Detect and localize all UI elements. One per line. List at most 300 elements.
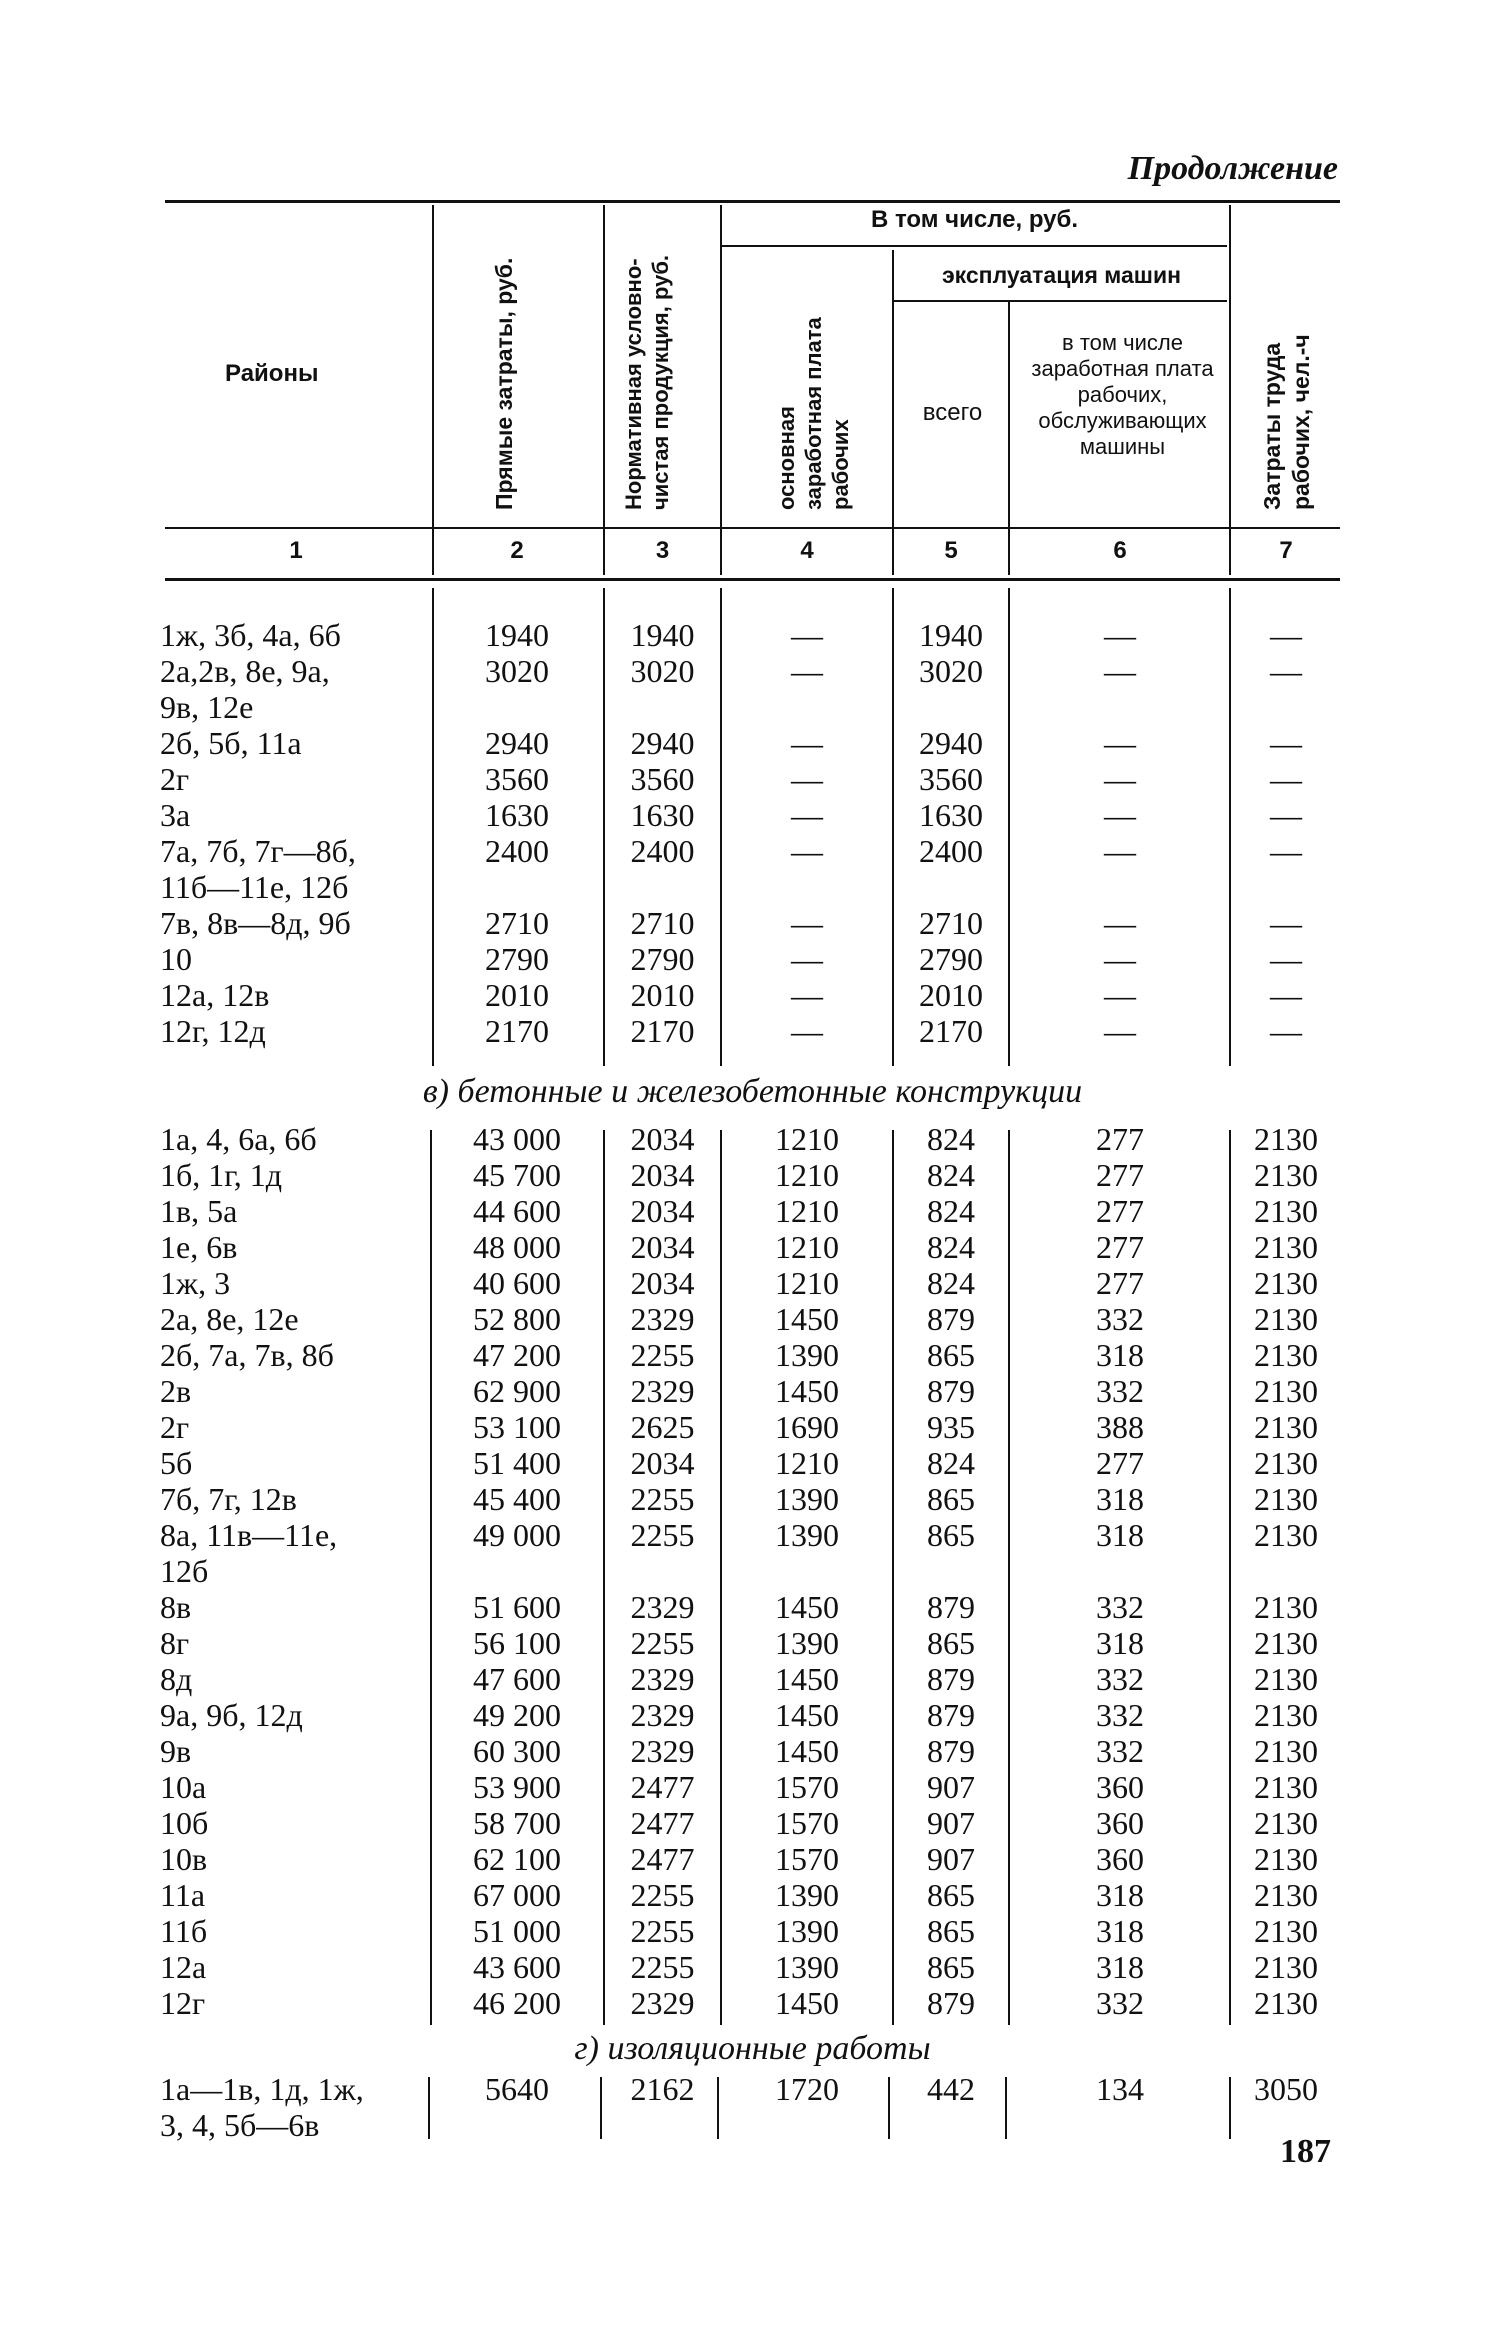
district-cell: 12г: [160, 1985, 206, 2021]
base-wage-cell: —: [791, 1013, 823, 1049]
header-col3: Нормативная условно-чистая продукция, руб.: [621, 254, 673, 510]
machine-operator-wage-cell: 318: [1096, 1877, 1144, 1913]
labor-hours-cell: 2130: [1254, 1589, 1318, 1625]
labor-hours-cell: 2130: [1254, 1517, 1318, 1553]
machines-total-cell: 824: [927, 1445, 975, 1481]
labor-hours-cell: 2130: [1254, 1733, 1318, 1769]
net-product-cell: 2625: [630, 1409, 695, 1445]
net-product-cell: 2034: [630, 1229, 695, 1265]
labor-hours-cell: —: [1270, 653, 1302, 689]
table-row: [0, 761, 1486, 797]
net-product-cell: 1630: [630, 797, 695, 833]
labor-hours-cell: —: [1270, 941, 1302, 977]
section-title: в) бетонные и железобетонные конструкции: [422, 1073, 1083, 1110]
base-wage-cell: 1210: [775, 1121, 839, 1157]
direct-costs-cell: 47 200: [473, 1337, 561, 1373]
machines-total-cell: 442: [927, 2071, 975, 2107]
direct-costs-cell: 2400: [485, 833, 549, 869]
machines-total-cell: 865: [927, 1877, 975, 1913]
net-product-cell: 1940: [630, 617, 695, 653]
header-bottom-rule: [165, 527, 1340, 529]
base-wage-cell: —: [791, 905, 823, 941]
column-divider: [720, 205, 722, 575]
base-wage-cell: 1210: [775, 1265, 839, 1301]
district-cell: 7б, 7г, 12в: [160, 1481, 297, 1517]
machines-total-cell: 2790: [919, 941, 983, 977]
machines-total-cell: 907: [927, 1805, 975, 1841]
machines-total-cell: 824: [927, 1229, 975, 1265]
labor-hours-cell: 2130: [1254, 1841, 1318, 1877]
net-product-cell: 2329: [630, 1733, 695, 1769]
table-row: [0, 1229, 1486, 1265]
labor-hours-cell: —: [1270, 725, 1302, 761]
direct-costs-cell: 2940: [485, 725, 549, 761]
district-cell: 11б: [160, 1913, 208, 1949]
column-divider: [1229, 205, 1231, 575]
net-product-cell: 2329: [630, 1373, 695, 1409]
district-cell: 7а, 7б, 7г—8б,: [160, 833, 356, 869]
district-cell: 1в, 5а: [160, 1193, 238, 1229]
machines-total-cell: 879: [927, 1733, 975, 1769]
district-cell: 11б—11е, 12б: [160, 869, 349, 905]
table-row: [0, 1625, 1486, 1661]
machines-total-cell: 879: [927, 1697, 975, 1733]
base-wage-cell: 1210: [775, 1445, 839, 1481]
direct-costs-cell: 2010: [485, 977, 549, 1013]
header-col2: Прямые затраты, руб.: [491, 257, 517, 510]
district-cell: 12б: [160, 1553, 209, 1589]
base-wage-cell: 1390: [775, 1337, 839, 1373]
labor-hours-cell: 2130: [1254, 1229, 1318, 1265]
top-rule: [165, 200, 1340, 203]
direct-costs-cell: 1630: [485, 797, 549, 833]
machine-operator-wage-cell: 332: [1096, 1985, 1144, 2021]
machines-total-cell: 879: [927, 1589, 975, 1625]
base-wage-cell: 1390: [775, 1913, 839, 1949]
machine-operator-wage-cell: —: [1104, 977, 1136, 1013]
base-wage-cell: 1570: [775, 1841, 839, 1877]
machines-total-cell: 907: [927, 1841, 975, 1877]
table-row: [0, 1265, 1486, 1301]
labor-hours-cell: —: [1270, 761, 1302, 797]
machine-operator-wage-cell: —: [1104, 617, 1136, 653]
header-col5: всего: [922, 399, 983, 426]
labor-hours-cell: 2130: [1254, 1805, 1318, 1841]
net-product-cell: 2255: [630, 1877, 695, 1913]
table-row: [0, 833, 1486, 869]
machines-total-cell: 824: [927, 1121, 975, 1157]
header-group: В том числе, руб.: [870, 206, 1079, 233]
direct-costs-cell: 60 300: [473, 1733, 561, 1769]
district-cell: 1е, 6в: [160, 1229, 238, 1265]
base-wage-cell: 1210: [775, 1157, 839, 1193]
district-cell: 2б, 7а, 7в, 8б: [160, 1337, 334, 1373]
table-row: [0, 653, 1486, 689]
direct-costs-cell: 62 100: [473, 1841, 561, 1877]
labor-hours-cell: 2130: [1254, 1769, 1318, 1805]
base-wage-cell: 1690: [775, 1409, 839, 1445]
labor-hours-cell: 2130: [1254, 1121, 1318, 1157]
direct-costs-cell: 51 000: [473, 1913, 561, 1949]
machine-operator-wage-cell: —: [1104, 833, 1136, 869]
machines-total-cell: 824: [927, 1193, 975, 1229]
machines-total-cell: 2940: [919, 725, 983, 761]
header-col7: Затраты труда рабочих, чел.-ч: [1259, 334, 1314, 510]
net-product-cell: 3020: [630, 653, 695, 689]
machines-total-cell: 865: [927, 1913, 975, 1949]
table-row: [0, 977, 1486, 1013]
machine-operator-wage-cell: 277: [1096, 1121, 1144, 1157]
net-product-cell: 2255: [630, 1625, 695, 1661]
subgroup-rule: [893, 300, 1227, 302]
machines-total-cell: 865: [927, 1481, 975, 1517]
table-row: [0, 941, 1486, 977]
machine-operator-wage-cell: —: [1104, 1013, 1136, 1049]
machines-total-cell: 865: [927, 1625, 975, 1661]
direct-costs-cell: 51 400: [473, 1445, 561, 1481]
base-wage-cell: 1450: [775, 1301, 839, 1337]
base-wage-cell: —: [791, 725, 823, 761]
base-wage-cell: 1570: [775, 1805, 839, 1841]
base-wage-cell: 1450: [775, 1661, 839, 1697]
district-cell: 1ж, 3: [160, 1265, 231, 1301]
net-product-cell: 2477: [630, 1805, 695, 1841]
labor-hours-cell: 2130: [1254, 1913, 1318, 1949]
district-cell: 3, 4, 5б—6в: [160, 2107, 320, 2143]
base-wage-cell: 1720: [775, 2071, 839, 2107]
net-product-cell: 2400: [630, 833, 695, 869]
net-product-cell: 2034: [630, 1121, 695, 1157]
district-cell: 10: [160, 941, 192, 977]
table-row: [0, 1733, 1486, 1769]
machines-total-cell: 824: [927, 1157, 975, 1193]
direct-costs-cell: 43 600: [473, 1949, 561, 1985]
net-product-cell: 2329: [630, 1301, 695, 1337]
net-product-cell: 2329: [630, 1589, 695, 1625]
labor-hours-cell: 2130: [1254, 1337, 1318, 1373]
machines-total-cell: 2710: [919, 905, 983, 941]
direct-costs-cell: 53 900: [473, 1769, 561, 1805]
labor-hours-cell: 2130: [1254, 1301, 1318, 1337]
net-product-cell: 2329: [630, 1697, 695, 1733]
machines-total-cell: 1940: [919, 617, 983, 653]
machine-operator-wage-cell: 318: [1096, 1337, 1144, 1373]
direct-costs-cell: 58 700: [473, 1805, 561, 1841]
district-cell: 9в: [160, 1733, 192, 1769]
col-number-5: 5: [944, 537, 958, 564]
machine-operator-wage-cell: 332: [1096, 1697, 1144, 1733]
district-cell: 2г: [160, 761, 190, 797]
table-row: [0, 725, 1486, 761]
direct-costs-cell: 3020: [485, 653, 549, 689]
labor-hours-cell: 2130: [1254, 1949, 1318, 1985]
machine-operator-wage-cell: —: [1104, 905, 1136, 941]
base-wage-cell: 1390: [775, 1949, 839, 1985]
machine-operator-wage-cell: —: [1104, 653, 1136, 689]
machines-total-cell: 1630: [919, 797, 983, 833]
machines-total-cell: 865: [927, 1337, 975, 1373]
labor-hours-cell: 2130: [1254, 1373, 1318, 1409]
labor-hours-cell: 2130: [1254, 1481, 1318, 1517]
machines-total-cell: 3020: [919, 653, 983, 689]
header-subgroup: эксплуатация машин: [941, 262, 1182, 288]
district-cell: 2а, 8е, 12е: [160, 1301, 299, 1337]
table-row: [0, 1409, 1486, 1445]
table-row: [0, 905, 1486, 941]
table-row: [0, 617, 1486, 653]
machine-operator-wage-cell: 360: [1096, 1805, 1144, 1841]
net-product-cell: 2255: [630, 1481, 695, 1517]
machines-total-cell: 3560: [919, 761, 983, 797]
base-wage-cell: 1390: [775, 1625, 839, 1661]
machine-operator-wage-cell: 332: [1096, 1661, 1144, 1697]
table-row: [0, 1841, 1486, 1877]
net-product-cell: 2255: [630, 1517, 695, 1553]
machines-total-cell: 2170: [919, 1013, 983, 1049]
direct-costs-cell: 49 000: [473, 1517, 561, 1553]
district-cell: 9а, 9б, 12д: [160, 1697, 303, 1733]
table-row: [0, 1985, 1486, 2021]
district-cell: 1а—1в, 1д, 1ж,: [160, 2071, 364, 2107]
district-cell: 1ж, 3б, 4а, 6б: [160, 617, 341, 653]
header-col1: Районы: [225, 360, 319, 387]
district-cell: 3а: [160, 797, 191, 833]
machine-operator-wage-cell: —: [1104, 941, 1136, 977]
col-number-3: 3: [655, 537, 670, 564]
direct-costs-cell: 47 600: [473, 1661, 561, 1697]
district-cell: 8г: [160, 1625, 190, 1661]
table-row: [0, 1013, 1486, 1049]
labor-hours-cell: 2130: [1254, 1265, 1318, 1301]
machine-operator-wage-cell: 277: [1096, 1229, 1144, 1265]
machine-operator-wage-cell: 277: [1096, 1445, 1144, 1481]
district-cell: 10а: [160, 1769, 207, 1805]
direct-costs-cell: 5640: [485, 2071, 549, 2107]
direct-costs-cell: 48 000: [473, 1229, 561, 1265]
machine-operator-wage-cell: 134: [1096, 2071, 1144, 2107]
base-wage-cell: 1450: [775, 1733, 839, 1769]
district-cell: 12г, 12д: [160, 1013, 266, 1049]
table-row: [0, 1769, 1486, 1805]
col-number-1: 1: [289, 537, 303, 564]
direct-costs-cell: 49 200: [473, 1697, 561, 1733]
column-divider: [892, 250, 894, 575]
machine-operator-wage-cell: 318: [1096, 1517, 1144, 1553]
net-product-cell: 2255: [630, 1337, 695, 1373]
machines-total-cell: 2010: [919, 977, 983, 1013]
direct-costs-cell: 46 200: [473, 1985, 561, 2021]
column-divider: [1008, 300, 1010, 575]
labor-hours-cell: 3050: [1254, 2071, 1318, 2107]
base-wage-cell: —: [791, 977, 823, 1013]
table-row: [0, 1661, 1486, 1697]
machine-operator-wage-cell: 318: [1096, 1949, 1144, 1985]
base-wage-cell: —: [791, 797, 823, 833]
district-cell: 1б, 1г, 1д: [160, 1157, 283, 1193]
labor-hours-cell: 2130: [1254, 1445, 1318, 1481]
base-wage-cell: 1210: [775, 1229, 839, 1265]
table-row: [0, 1445, 1486, 1481]
machines-total-cell: 824: [927, 1265, 975, 1301]
table-row: [0, 1157, 1486, 1193]
district-cell: 8д: [160, 1661, 193, 1697]
section-title: г) изоляционные работы: [574, 2030, 931, 2067]
column-divider: [603, 205, 605, 575]
machines-total-cell: 879: [927, 1301, 975, 1337]
district-cell: 8в: [160, 1589, 192, 1625]
net-product-cell: 2162: [630, 2071, 695, 2107]
net-product-cell: 3560: [630, 761, 695, 797]
district-cell: 12а, 12в: [160, 977, 270, 1013]
machine-operator-wage-cell: 360: [1096, 1841, 1144, 1877]
direct-costs-cell: 2710: [485, 905, 549, 941]
labor-hours-cell: —: [1270, 977, 1302, 1013]
district-cell: 10в: [160, 1841, 208, 1877]
district-cell: 10б: [160, 1805, 209, 1841]
table-row: [0, 1301, 1486, 1337]
machine-operator-wage-cell: 332: [1096, 1589, 1144, 1625]
net-product-cell: 2329: [630, 1985, 695, 2021]
district-cell: 8а, 11в—11е,: [160, 1517, 338, 1553]
net-product-cell: 2034: [630, 1157, 695, 1193]
machine-operator-wage-cell: 360: [1096, 1769, 1144, 1805]
table-row: [0, 1121, 1486, 1157]
net-product-cell: 2255: [630, 1949, 695, 1985]
header-col6: в том числе заработная плата рабочих, обслуживающих машины: [1031, 330, 1214, 459]
machine-operator-wage-cell: 388: [1096, 1409, 1144, 1445]
district-cell: 2в: [160, 1373, 192, 1409]
net-product-cell: 2329: [630, 1661, 695, 1697]
district-cell: 1а, 4, 6а, 6б: [160, 1121, 317, 1157]
table-row: [0, 797, 1486, 833]
net-product-cell: 2034: [630, 1445, 695, 1481]
net-product-cell: 2010: [630, 977, 695, 1013]
page-number: 187: [1280, 2133, 1331, 2170]
district-cell: 5б: [160, 1445, 193, 1481]
base-wage-cell: 1450: [775, 1697, 839, 1733]
direct-costs-cell: 43 000: [473, 1121, 561, 1157]
table-row: [0, 689, 1486, 725]
district-cell: 9в, 12е: [160, 689, 254, 725]
base-wage-cell: 1450: [775, 1985, 839, 2021]
direct-costs-cell: 2790: [485, 941, 549, 977]
direct-costs-cell: 53 100: [473, 1409, 561, 1445]
net-product-cell: 2034: [630, 1265, 695, 1301]
table-row: [0, 1949, 1486, 1985]
table-row: [0, 1913, 1486, 1949]
labor-hours-cell: —: [1270, 833, 1302, 869]
base-wage-cell: 1450: [775, 1589, 839, 1625]
col-number-rule: [165, 578, 1340, 581]
labor-hours-cell: —: [1270, 797, 1302, 833]
base-wage-cell: —: [791, 617, 823, 653]
labor-hours-cell: —: [1270, 617, 1302, 653]
machine-operator-wage-cell: 277: [1096, 1193, 1144, 1229]
net-product-cell: 2940: [630, 725, 695, 761]
base-wage-cell: —: [791, 653, 823, 689]
machine-operator-wage-cell: —: [1104, 761, 1136, 797]
machines-total-cell: 2400: [919, 833, 983, 869]
machines-total-cell: 865: [927, 1949, 975, 1985]
machine-operator-wage-cell: 277: [1096, 1265, 1144, 1301]
table-row: [0, 869, 1486, 905]
table-row: [0, 1373, 1486, 1409]
group-rule: [722, 245, 1227, 247]
direct-costs-cell: 2170: [485, 1013, 549, 1049]
machines-total-cell: 879: [927, 1661, 975, 1697]
district-cell: 12а: [160, 1949, 207, 1985]
col-number-2: 2: [510, 537, 524, 564]
table-row: [0, 1697, 1486, 1733]
machine-operator-wage-cell: —: [1104, 725, 1136, 761]
machine-operator-wage-cell: 318: [1096, 1481, 1144, 1517]
base-wage-cell: —: [791, 761, 823, 797]
direct-costs-cell: 51 600: [473, 1589, 561, 1625]
direct-costs-cell: 44 600: [473, 1193, 561, 1229]
district-cell: 2б, 5б, 11а: [160, 725, 302, 761]
table-row: [0, 2107, 1486, 2143]
district-cell: 2г: [160, 1409, 190, 1445]
machines-total-cell: 879: [927, 1373, 975, 1409]
header-col4: основная заработная плата рабочих: [774, 317, 853, 510]
base-wage-cell: 1390: [775, 1481, 839, 1517]
base-wage-cell: 1210: [775, 1193, 839, 1229]
machine-operator-wage-cell: —: [1104, 797, 1136, 833]
table-row: [0, 2071, 1486, 2107]
machine-operator-wage-cell: 318: [1096, 1625, 1144, 1661]
table-row: [0, 1589, 1486, 1625]
machine-operator-wage-cell: 318: [1096, 1913, 1144, 1949]
table-row: [0, 1481, 1486, 1517]
labor-hours-cell: 2130: [1254, 1625, 1318, 1661]
direct-costs-cell: 52 800: [473, 1301, 561, 1337]
net-product-cell: 2710: [630, 905, 695, 941]
table-row: [0, 1877, 1486, 1913]
machines-total-cell: 879: [927, 1985, 975, 2021]
machine-operator-wage-cell: 332: [1096, 1301, 1144, 1337]
table-row: [0, 1337, 1486, 1373]
direct-costs-cell: 67 000: [473, 1877, 561, 1913]
direct-costs-cell: 45 700: [473, 1157, 561, 1193]
net-product-cell: 2477: [630, 1841, 695, 1877]
direct-costs-cell: 40 600: [473, 1265, 561, 1301]
machines-total-cell: 907: [927, 1769, 975, 1805]
direct-costs-cell: 56 100: [473, 1625, 561, 1661]
labor-hours-cell: —: [1270, 905, 1302, 941]
machine-operator-wage-cell: 332: [1096, 1733, 1144, 1769]
labor-hours-cell: —: [1270, 1013, 1302, 1049]
base-wage-cell: 1390: [775, 1517, 839, 1553]
table-row: [0, 1517, 1486, 1553]
machines-total-cell: 935: [927, 1409, 975, 1445]
table-row: [0, 1553, 1486, 1589]
direct-costs-cell: 45 400: [473, 1481, 561, 1517]
net-product-cell: 2170: [630, 1013, 695, 1049]
base-wage-cell: —: [791, 833, 823, 869]
col-number-4: 4: [800, 537, 814, 564]
machine-operator-wage-cell: 277: [1096, 1157, 1144, 1193]
column-divider: [432, 205, 434, 575]
district-cell: 11а: [160, 1877, 206, 1913]
district-cell: 7в, 8в—8д, 9б: [160, 905, 351, 941]
base-wage-cell: 1390: [775, 1877, 839, 1913]
labor-hours-cell: 2130: [1254, 1157, 1318, 1193]
continuation-label: Продолжение: [1127, 150, 1338, 187]
base-wage-cell: 1450: [775, 1373, 839, 1409]
base-wage-cell: 1570: [775, 1769, 839, 1805]
direct-costs-cell: 3560: [485, 761, 549, 797]
direct-costs-cell: 62 900: [473, 1373, 561, 1409]
